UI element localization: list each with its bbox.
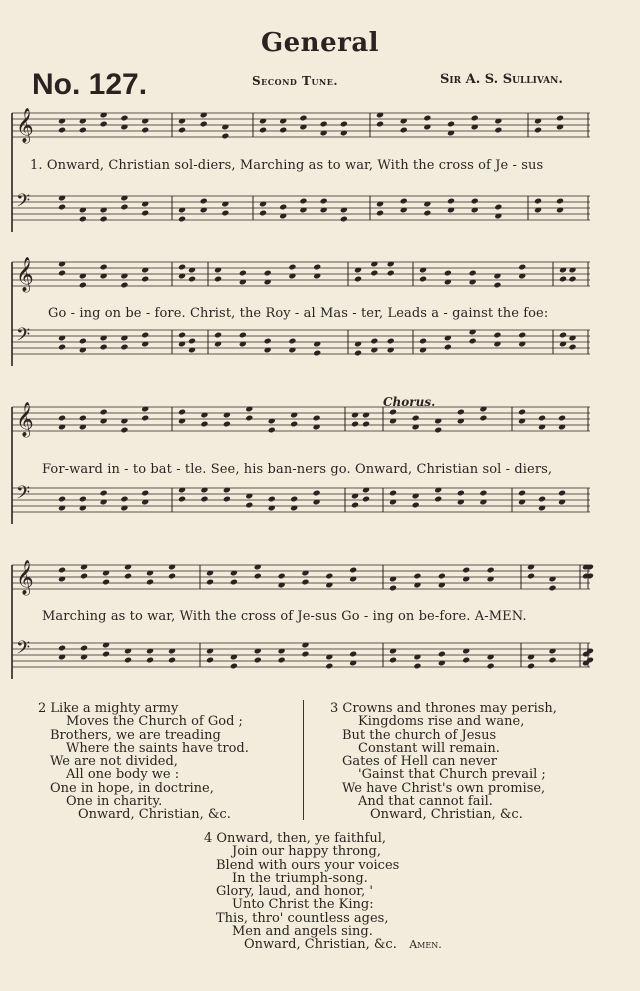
note-head xyxy=(206,657,214,664)
note-head xyxy=(58,567,66,574)
note-head xyxy=(100,490,108,497)
note-head xyxy=(447,198,455,205)
note-head xyxy=(178,264,186,271)
note-head xyxy=(471,198,479,205)
note-head xyxy=(534,127,542,134)
note-head xyxy=(419,338,427,345)
bass-clef: 𝄢 xyxy=(16,483,31,508)
verse-line: Constant will remain. xyxy=(358,740,500,756)
note-head xyxy=(200,421,208,428)
bass-clef: 𝄢 xyxy=(16,191,31,216)
note-head xyxy=(487,663,495,670)
verse-line: Kingdoms rise and wane, xyxy=(358,714,525,730)
treble-clef: 𝄞 xyxy=(16,257,34,292)
verse-line: Where the saints have trod. xyxy=(66,740,249,756)
note-head xyxy=(354,276,362,283)
note-head xyxy=(556,115,564,122)
note-head xyxy=(124,573,132,580)
verse-line: One in hope, in doctrine, xyxy=(50,780,214,796)
note-head xyxy=(200,198,208,205)
note-head xyxy=(556,198,564,205)
note-head xyxy=(493,282,501,289)
note-head xyxy=(527,573,535,580)
note-head xyxy=(58,344,66,351)
note-head xyxy=(146,657,154,664)
note-head xyxy=(518,332,526,339)
note-head xyxy=(239,270,247,277)
note-head xyxy=(168,657,176,664)
note-head xyxy=(518,409,526,416)
note-head xyxy=(58,127,66,134)
note-head xyxy=(230,663,238,670)
verse-line xyxy=(204,938,442,951)
note-head xyxy=(387,338,395,345)
note-head xyxy=(120,496,128,503)
verse-line: All one body we : xyxy=(66,767,180,783)
note-head xyxy=(120,427,128,434)
note-head xyxy=(254,657,262,664)
note-head xyxy=(230,579,238,586)
note-head xyxy=(178,496,186,503)
note-head xyxy=(141,276,149,283)
note-head xyxy=(80,645,88,652)
note-head xyxy=(400,127,408,134)
note-head xyxy=(100,409,108,416)
note-head xyxy=(457,490,465,497)
note-head xyxy=(471,115,479,122)
note-head xyxy=(558,490,566,497)
note-head xyxy=(389,657,397,664)
note-head xyxy=(548,657,556,664)
note-head xyxy=(325,573,333,580)
note-head xyxy=(538,415,546,422)
note-head xyxy=(259,127,267,134)
tune-name: Second Tune. xyxy=(252,74,339,88)
note-head xyxy=(79,415,87,422)
note-head xyxy=(188,276,196,283)
note-head xyxy=(188,338,196,345)
note-head xyxy=(239,332,247,339)
note-head xyxy=(245,415,253,422)
note-head xyxy=(423,115,431,122)
note-head xyxy=(412,502,420,509)
note-head xyxy=(438,651,446,658)
note-head xyxy=(259,210,267,217)
note-head xyxy=(168,573,176,580)
note-head xyxy=(214,276,222,283)
note-head xyxy=(299,198,307,205)
verse-4 xyxy=(204,832,442,952)
note-head xyxy=(146,579,154,586)
note-head xyxy=(58,645,66,652)
verse-line: Onward, Christian, &c. xyxy=(78,807,231,823)
verse-2 xyxy=(38,702,249,822)
composer: Sir A. S. Sullivan. xyxy=(440,72,563,87)
note-head xyxy=(299,115,307,122)
note-head xyxy=(79,216,87,223)
note-head xyxy=(120,115,128,122)
note-head xyxy=(479,490,487,497)
note-head xyxy=(568,344,576,351)
note-head xyxy=(370,270,378,277)
note-head xyxy=(301,651,309,658)
note-head xyxy=(313,490,321,497)
note-head xyxy=(349,567,357,574)
note-head xyxy=(313,415,321,422)
note-head xyxy=(178,127,186,134)
note-head xyxy=(141,332,149,339)
verse-line: 'Gainst that Church prevail ; xyxy=(358,767,546,783)
note-head xyxy=(141,210,149,217)
note-head xyxy=(548,585,556,592)
note-head xyxy=(493,332,501,339)
note-head xyxy=(487,567,495,574)
bass-clef: 𝄢 xyxy=(16,325,31,350)
note-head xyxy=(462,567,470,574)
note-head xyxy=(120,204,128,211)
note-head xyxy=(349,651,357,658)
verse-line: Onward, Christian, &c. xyxy=(370,807,523,823)
verse-line-text: Onward, Christian, &c. xyxy=(244,937,397,953)
bass-clef: 𝄢 xyxy=(16,638,31,663)
note-head xyxy=(387,270,395,277)
verse-line: Gates of Hell can never xyxy=(342,754,497,770)
lyric-line-4: Marching as to war, With the cross of Je-sus Go - ing on be-fore. A-MEN. xyxy=(42,609,527,624)
verse-line: In the triumph-song. xyxy=(232,870,368,886)
note-head xyxy=(214,332,222,339)
note-head xyxy=(279,127,287,134)
note-head xyxy=(100,344,108,351)
note-head xyxy=(178,332,186,339)
note-head xyxy=(223,421,231,428)
note-head xyxy=(58,204,66,211)
note-head xyxy=(423,210,431,217)
note-head xyxy=(434,427,442,434)
note-head xyxy=(479,415,487,422)
note-head xyxy=(538,496,546,503)
note-head xyxy=(494,127,502,134)
note-head xyxy=(79,282,87,289)
note-head xyxy=(100,264,108,271)
note-head xyxy=(559,276,567,283)
note-head xyxy=(278,573,286,580)
verse-line: We have Christ's own promise, xyxy=(342,780,546,796)
note-head xyxy=(141,490,149,497)
hymn-number: No. 127. xyxy=(32,68,148,101)
note-head xyxy=(268,427,276,434)
note-head xyxy=(389,585,397,592)
note-head xyxy=(568,276,576,283)
note-head xyxy=(413,663,421,670)
note-head xyxy=(80,573,88,580)
note-head xyxy=(389,490,397,497)
verse-line: But the church of Jesus xyxy=(342,727,497,743)
note-head xyxy=(221,210,229,217)
note-head xyxy=(58,415,66,422)
note-head xyxy=(100,216,108,223)
note-head xyxy=(469,338,477,345)
note-head xyxy=(100,121,108,128)
note-head xyxy=(320,121,328,128)
note-head xyxy=(434,496,442,503)
note-head xyxy=(494,204,502,211)
verse-line: One in charity. xyxy=(66,794,163,810)
note-head xyxy=(462,657,470,664)
note-head xyxy=(340,121,348,128)
note-head xyxy=(376,121,384,128)
note-head xyxy=(376,210,384,217)
note-head xyxy=(254,573,262,580)
note-head xyxy=(313,350,321,357)
note-head xyxy=(444,270,452,277)
chorus-label: Chorus. xyxy=(383,395,436,409)
verse-line: Men and angels sing. xyxy=(232,924,373,940)
note-head xyxy=(447,121,455,128)
note-head xyxy=(58,270,66,277)
note-head xyxy=(245,502,253,509)
note-head xyxy=(178,409,186,416)
note-head xyxy=(389,409,397,416)
note-head xyxy=(221,133,229,140)
note-head xyxy=(141,415,149,422)
verse-line: 3 Crowns and thrones may perish, xyxy=(330,701,557,716)
note-head xyxy=(264,338,272,345)
note-head xyxy=(102,651,110,658)
note-head xyxy=(268,496,276,503)
note-head xyxy=(412,415,420,422)
note-head xyxy=(79,496,87,503)
lyric-line-2: Go - ing on be - fore. Christ, the Roy - al Mas - ter, Leads a - gainst the foe: xyxy=(48,306,549,321)
verse-divider xyxy=(303,700,304,820)
note-head xyxy=(518,264,526,271)
note-head xyxy=(325,663,333,670)
note-head xyxy=(120,282,128,289)
note-head xyxy=(558,415,566,422)
note-head xyxy=(141,127,149,134)
note-head xyxy=(206,579,214,586)
lyric-line-1: 1. Onward, Christian sol-diers, Marching as to war, With the cross of Je - sus xyxy=(30,158,544,173)
verse-line: Unto Christ the King: xyxy=(232,897,374,913)
note-head xyxy=(354,350,362,357)
note-head xyxy=(457,409,465,416)
note-head xyxy=(288,264,296,271)
note-head xyxy=(290,421,298,428)
note-head xyxy=(362,421,370,428)
note-head xyxy=(301,579,309,586)
note-head xyxy=(351,502,359,509)
note-head xyxy=(340,216,348,223)
note-head xyxy=(200,121,208,128)
note-head xyxy=(79,127,87,134)
note-head xyxy=(438,573,446,580)
verse-line: This, thro' countless ages, xyxy=(216,910,389,926)
note-head xyxy=(444,344,452,351)
note-head xyxy=(419,276,427,283)
note-head xyxy=(320,198,328,205)
note-head xyxy=(120,344,128,351)
note-head xyxy=(124,657,132,664)
verse-line: Blend with ours your voices xyxy=(216,857,400,873)
section-title: General xyxy=(260,28,380,58)
note-head xyxy=(79,338,87,345)
note-head xyxy=(290,496,298,503)
note-head xyxy=(370,338,378,345)
note-head xyxy=(313,264,321,271)
note-head xyxy=(469,270,477,277)
verse-line: Moves the Church of God ; xyxy=(66,714,243,730)
note-head xyxy=(527,663,535,670)
note-head xyxy=(534,198,542,205)
treble-clef: 𝄞 xyxy=(16,560,34,595)
note-head xyxy=(223,496,231,503)
verse-line: And that cannot fail. xyxy=(358,794,493,810)
note-head xyxy=(264,270,272,277)
treble-clef: 𝄞 xyxy=(16,108,34,143)
verse-line: 2 Like a mighty army xyxy=(38,701,179,716)
treble-clef: 𝄞 xyxy=(16,402,34,437)
note-head xyxy=(58,496,66,503)
note-head xyxy=(288,338,296,345)
verse-line: Brothers, we are treading xyxy=(50,727,221,743)
verse-line: We are not divided, xyxy=(50,754,178,770)
note-head xyxy=(351,421,359,428)
note-head xyxy=(400,198,408,205)
verse-line: 4 Onward, then, ye faithful, xyxy=(204,831,386,846)
lyric-line-3: For-ward in - to bat - tle. See, his ban-ners go. Onward, Christian sol - diers, xyxy=(42,462,553,477)
note-head xyxy=(559,332,567,339)
note-head xyxy=(178,216,186,223)
verse-line: Glory, laud, and honor, ' xyxy=(216,884,373,900)
note-head xyxy=(279,204,287,211)
note-head xyxy=(518,490,526,497)
note-head xyxy=(278,657,286,664)
note-head xyxy=(413,573,421,580)
verse-line: Join our happy throng, xyxy=(232,844,381,860)
note-head xyxy=(362,496,370,503)
note-head xyxy=(200,496,208,503)
verse-3 xyxy=(330,702,557,822)
note-head xyxy=(102,579,110,586)
amen-label: Amen. xyxy=(409,938,442,952)
